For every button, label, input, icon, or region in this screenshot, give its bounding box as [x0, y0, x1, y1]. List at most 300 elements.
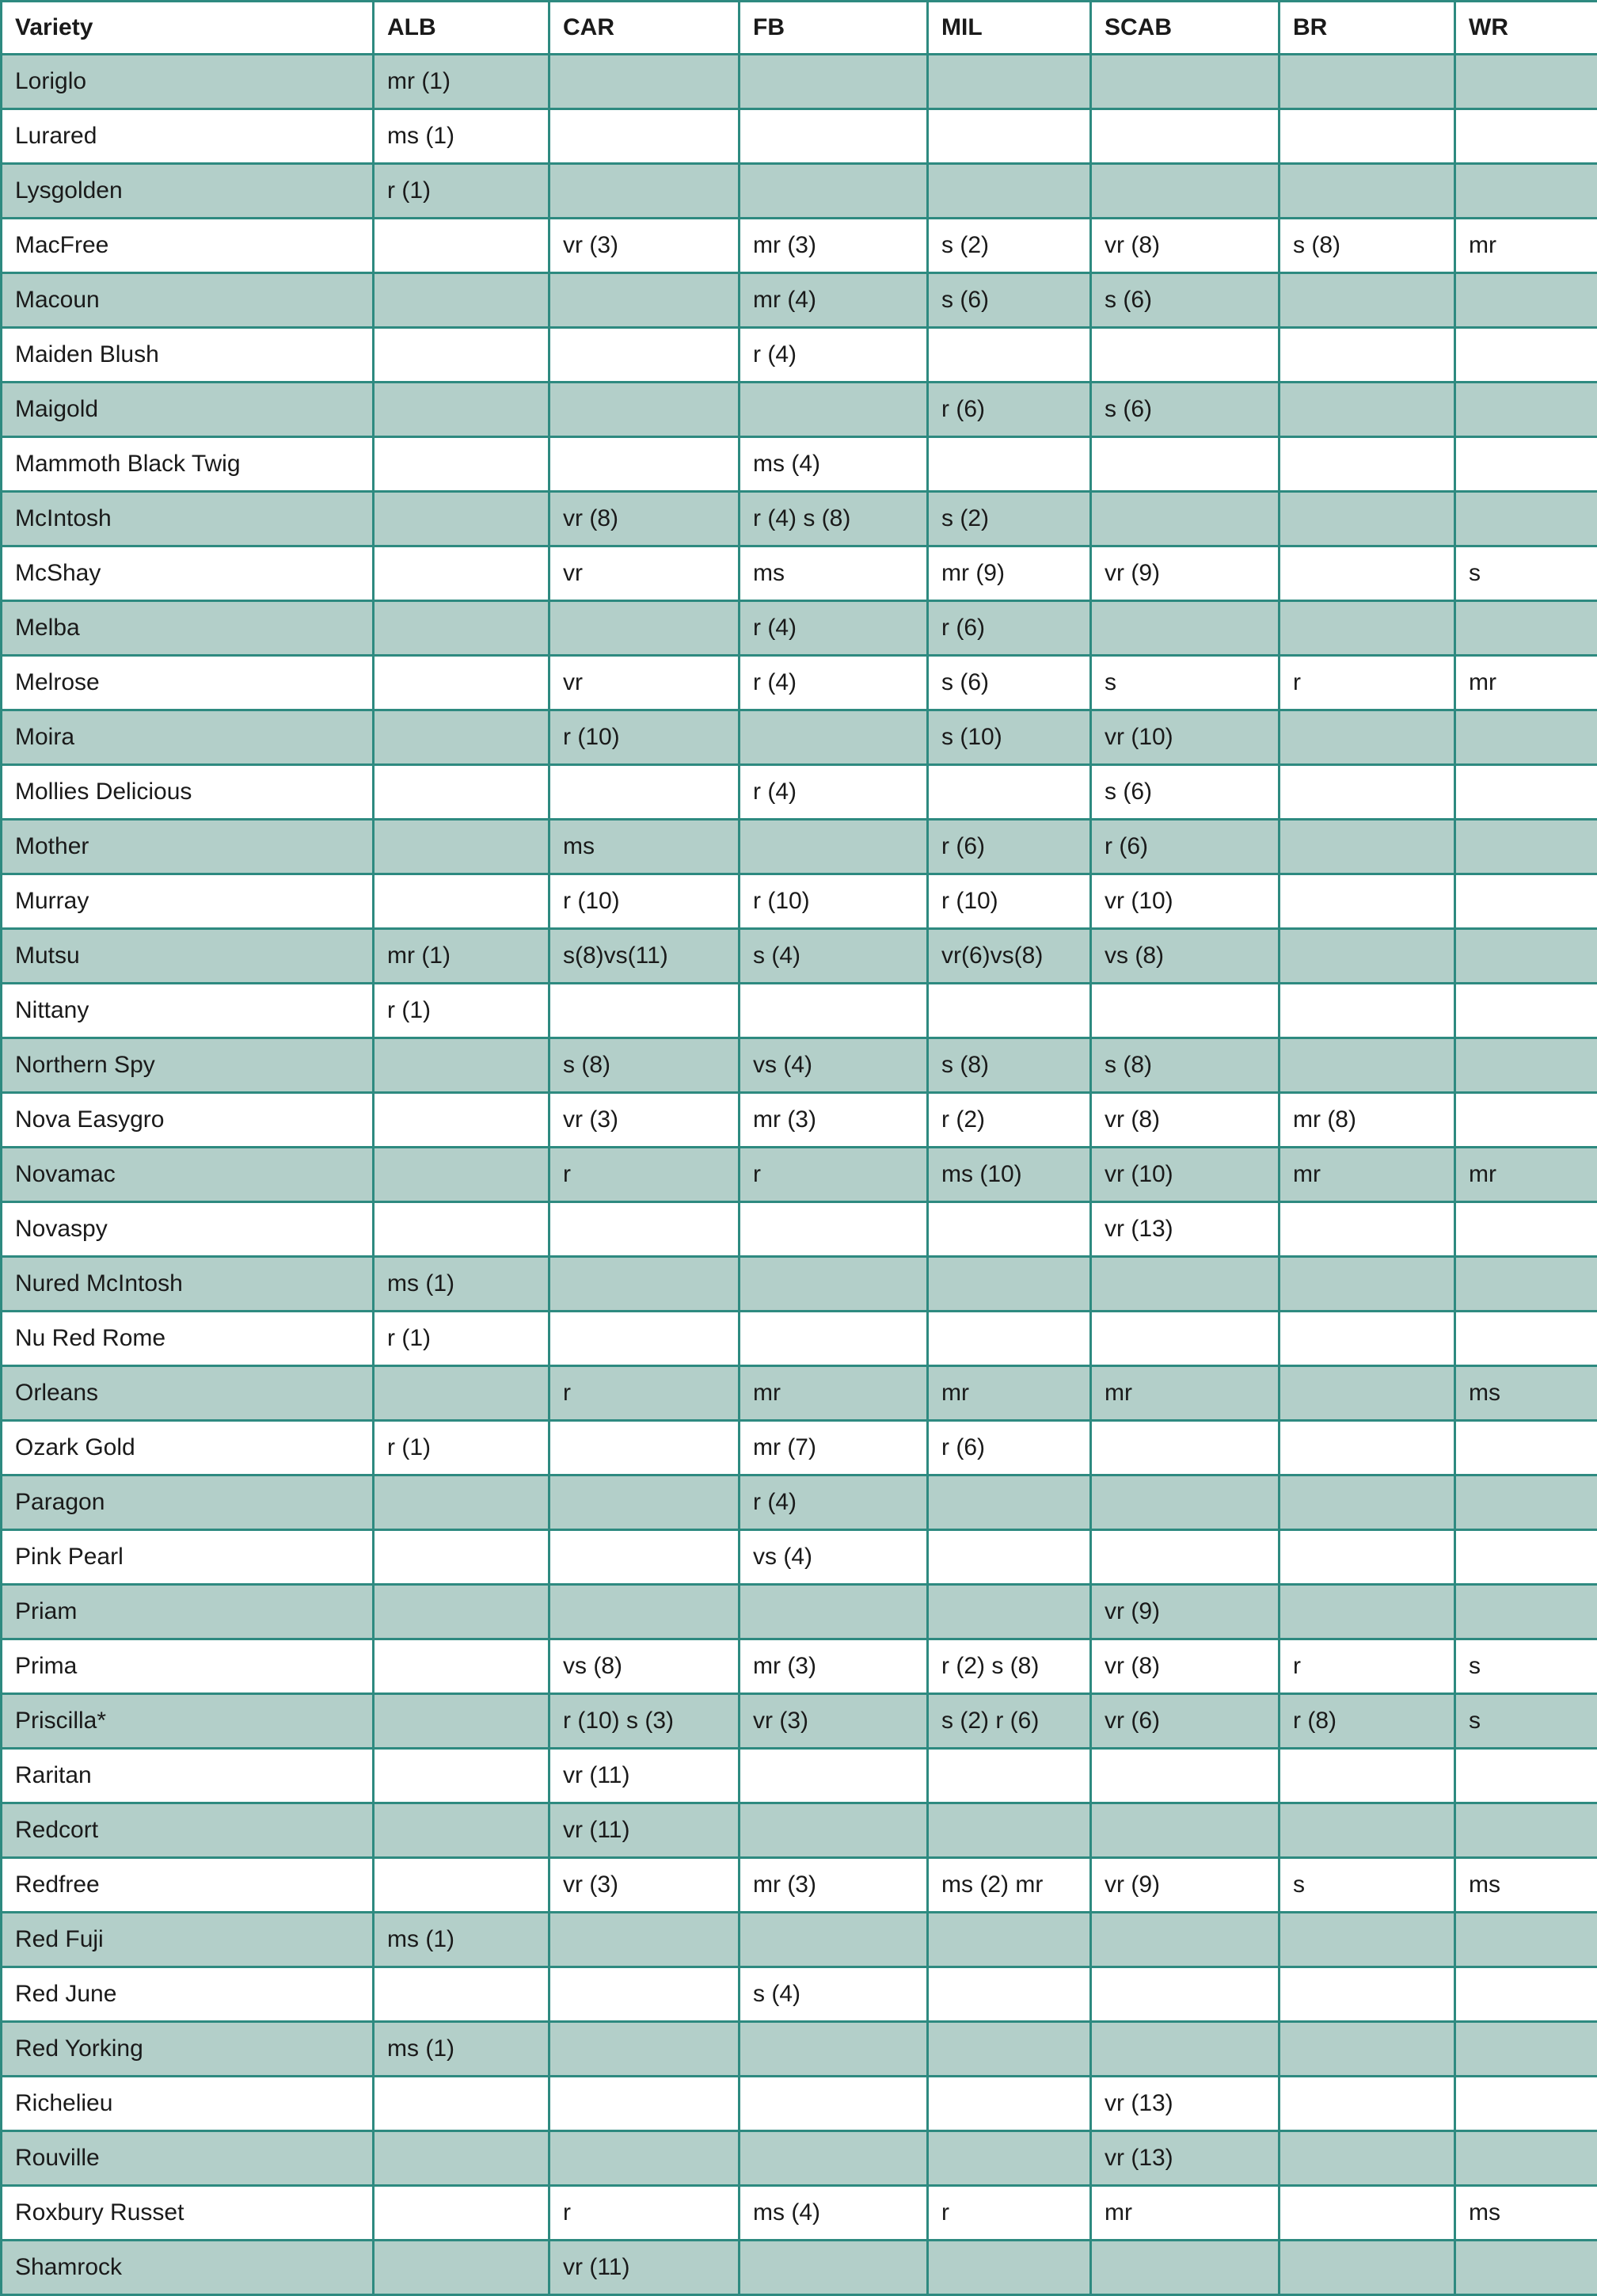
cell-alb — [374, 1585, 549, 1639]
cell-mil: s (2) — [928, 492, 1091, 546]
cell-scab: vr (8) — [1091, 1093, 1280, 1148]
table-row — [2, 1148, 1597, 1202]
cell-alb — [374, 383, 549, 437]
cell-car: r (10) — [549, 710, 740, 765]
cell-alb — [374, 601, 549, 656]
cell-br — [1280, 273, 1455, 328]
cell-mil: mr (9) — [928, 546, 1091, 601]
cell-alb — [374, 820, 549, 874]
cell-variety: Redcort — [2, 1803, 374, 1858]
cell-wr — [1455, 383, 1597, 437]
cell-mil: s (8) — [928, 1038, 1091, 1093]
table-row — [2, 984, 1597, 1038]
cell-scab — [1091, 55, 1280, 109]
cell-scab: s (6) — [1091, 765, 1280, 820]
cell-mil — [928, 328, 1091, 383]
cell-variety: Mammoth Black Twig — [2, 437, 374, 492]
cell-fb — [740, 2022, 928, 2077]
cell-scab — [1091, 328, 1280, 383]
cell-br: s (8) — [1280, 219, 1455, 273]
cell-alb — [374, 273, 549, 328]
cell-car — [549, 1967, 740, 2022]
cell-alb — [374, 546, 549, 601]
cell-variety: Paragon — [2, 1475, 374, 1530]
cell-br — [1280, 2241, 1455, 2295]
cell-alb — [374, 492, 549, 546]
cell-br — [1280, 929, 1455, 984]
cell-variety: Melba — [2, 601, 374, 656]
cell-variety: Moira — [2, 710, 374, 765]
cell-fb — [740, 984, 928, 1038]
cell-mil: r (6) — [928, 820, 1091, 874]
cell-variety: Richelieu — [2, 2077, 374, 2131]
cell-alb — [374, 874, 549, 929]
cell-mil — [928, 1913, 1091, 1967]
table-row — [2, 601, 1597, 656]
cell-scab — [1091, 2022, 1280, 2077]
cell-br — [1280, 2022, 1455, 2077]
cell-wr — [1455, 1585, 1597, 1639]
cell-mil: r (6) — [928, 1421, 1091, 1475]
cell-mil — [928, 1530, 1091, 1585]
cell-car: r — [549, 2186, 740, 2241]
cell-fb: vs (4) — [740, 1530, 928, 1585]
cell-mil — [928, 1967, 1091, 2022]
cell-scab: vr (10) — [1091, 710, 1280, 765]
cell-mil: mr — [928, 1366, 1091, 1421]
cell-br — [1280, 874, 1455, 929]
cell-br — [1280, 164, 1455, 219]
cell-fb: ms — [740, 546, 928, 601]
cell-car — [549, 328, 740, 383]
cell-fb: r (4) — [740, 328, 928, 383]
cell-mil — [928, 2241, 1091, 2295]
cell-mil: s (2) r (6) — [928, 1694, 1091, 1749]
table-row — [2, 383, 1597, 437]
table-row — [2, 219, 1597, 273]
cell-fb: mr (7) — [740, 1421, 928, 1475]
cell-scab — [1091, 1257, 1280, 1312]
cell-wr — [1455, 273, 1597, 328]
cell-wr: mr — [1455, 219, 1597, 273]
cell-mil — [928, 1312, 1091, 1366]
table-row — [2, 1312, 1597, 1366]
cell-car: vr — [549, 656, 740, 710]
cell-scab: s (6) — [1091, 383, 1280, 437]
cell-br — [1280, 820, 1455, 874]
cell-car: s (8) — [549, 1038, 740, 1093]
cell-variety: Roxbury Russet — [2, 2186, 374, 2241]
cell-br — [1280, 1475, 1455, 1530]
cell-fb: r (4) — [740, 656, 928, 710]
cell-car: r (10) — [549, 874, 740, 929]
cell-alb: r (1) — [374, 984, 549, 1038]
cell-car — [549, 765, 740, 820]
cell-alb — [374, 2186, 549, 2241]
cell-car: r — [549, 1366, 740, 1421]
cell-mil — [928, 1803, 1091, 1858]
cell-car — [549, 1913, 740, 1967]
cell-mil — [928, 2022, 1091, 2077]
cell-scab — [1091, 1749, 1280, 1803]
cell-variety: Rouville — [2, 2131, 374, 2186]
cell-alb — [374, 1366, 549, 1421]
cell-scab — [1091, 1475, 1280, 1530]
cell-car: r (10) s (3) — [549, 1694, 740, 1749]
cell-variety: Priscilla* — [2, 1694, 374, 1749]
cell-variety: Murray — [2, 874, 374, 929]
cell-fb — [740, 2077, 928, 2131]
cell-variety: Lurared — [2, 109, 374, 164]
cell-br — [1280, 601, 1455, 656]
cell-wr — [1455, 2022, 1597, 2077]
cell-fb — [740, 1749, 928, 1803]
table-header-row — [2, 2, 1597, 55]
cell-mil: s (6) — [928, 656, 1091, 710]
cell-variety: McIntosh — [2, 492, 374, 546]
cell-car — [549, 1312, 740, 1366]
cell-fb: ms (4) — [740, 437, 928, 492]
cell-br: mr (8) — [1280, 1093, 1455, 1148]
cell-scab: vr (9) — [1091, 546, 1280, 601]
cell-alb — [374, 1694, 549, 1749]
cell-wr: s — [1455, 1694, 1597, 1749]
cell-br: r (8) — [1280, 1694, 1455, 1749]
table-row — [2, 1366, 1597, 1421]
table-row — [2, 1639, 1597, 1694]
cell-car: r — [549, 1148, 740, 1202]
cell-fb: r (10) — [740, 874, 928, 929]
cell-scab — [1091, 1913, 1280, 1967]
cell-fb — [740, 2131, 928, 2186]
cell-fb — [740, 55, 928, 109]
cell-alb — [374, 1967, 549, 2022]
cell-wr — [1455, 1038, 1597, 1093]
cell-wr — [1455, 2131, 1597, 2186]
cell-mil: r (6) — [928, 601, 1091, 656]
cell-variety: Red Fuji — [2, 1913, 374, 1967]
cell-variety: Northern Spy — [2, 1038, 374, 1093]
cell-alb: r (1) — [374, 1421, 549, 1475]
cell-br: r — [1280, 656, 1455, 710]
table-row — [2, 710, 1597, 765]
cell-alb: r (1) — [374, 164, 549, 219]
table-row — [2, 765, 1597, 820]
table-row — [2, 1257, 1597, 1312]
cell-br — [1280, 1038, 1455, 1093]
table-row — [2, 328, 1597, 383]
cell-variety: Novaspy — [2, 1202, 374, 1257]
cell-fb: s (4) — [740, 1967, 928, 2022]
cell-scab — [1091, 437, 1280, 492]
cell-fb: mr (3) — [740, 219, 928, 273]
cell-scab: vr (8) — [1091, 1639, 1280, 1694]
cell-car — [549, 273, 740, 328]
cell-variety: Mutsu — [2, 929, 374, 984]
cell-scab: vr (13) — [1091, 2131, 1280, 2186]
cell-alb — [374, 328, 549, 383]
cell-alb — [374, 1202, 549, 1257]
cell-br — [1280, 984, 1455, 1038]
table-row — [2, 1421, 1597, 1475]
cell-variety: Macoun — [2, 273, 374, 328]
cell-car: vr (8) — [549, 492, 740, 546]
cell-alb — [374, 1639, 549, 1694]
table-row — [2, 1749, 1597, 1803]
cell-alb — [374, 1038, 549, 1093]
cell-car — [549, 383, 740, 437]
cell-scab: vr (9) — [1091, 1858, 1280, 1913]
cell-wr — [1455, 1202, 1597, 1257]
cell-mil — [928, 765, 1091, 820]
cell-wr — [1455, 1093, 1597, 1148]
table-row — [2, 109, 1597, 164]
table-row — [2, 492, 1597, 546]
cell-wr — [1455, 1475, 1597, 1530]
cell-fb — [740, 1913, 928, 1967]
cell-mil — [928, 437, 1091, 492]
cell-fb — [740, 1585, 928, 1639]
cell-br: s — [1280, 1858, 1455, 1913]
cell-br — [1280, 383, 1455, 437]
cell-car: vr (11) — [549, 2241, 740, 2295]
cell-alb: ms (1) — [374, 1257, 549, 1312]
cell-variety: Prima — [2, 1639, 374, 1694]
table-row — [2, 55, 1597, 109]
cell-wr — [1455, 328, 1597, 383]
cell-mil — [928, 984, 1091, 1038]
cell-mil: s (2) — [928, 219, 1091, 273]
cell-mil — [928, 1257, 1091, 1312]
cell-variety: Nova Easygro — [2, 1093, 374, 1148]
cell-alb — [374, 1803, 549, 1858]
table-row — [2, 1694, 1597, 1749]
cell-fb: r (4) — [740, 1475, 928, 1530]
table-row — [2, 2022, 1597, 2077]
cell-alb: r (1) — [374, 1312, 549, 1366]
cell-scab: vr (10) — [1091, 1148, 1280, 1202]
cell-wr — [1455, 710, 1597, 765]
table-row — [2, 1585, 1597, 1639]
cell-fb: mr — [740, 1366, 928, 1421]
cell-fb — [740, 710, 928, 765]
cell-car — [549, 55, 740, 109]
cell-scab: vr (10) — [1091, 874, 1280, 929]
cell-variety: Priam — [2, 1585, 374, 1639]
cell-wr: ms — [1455, 2186, 1597, 2241]
cell-alb — [374, 656, 549, 710]
cell-wr: ms — [1455, 1858, 1597, 1913]
cell-car — [549, 2077, 740, 2131]
cell-wr: ms — [1455, 1366, 1597, 1421]
column-header-mil: MIL — [928, 2, 1091, 55]
cell-scab — [1091, 1803, 1280, 1858]
table-row — [2, 1202, 1597, 1257]
column-header-fb: FB — [740, 2, 928, 55]
cell-fb: vr (3) — [740, 1694, 928, 1749]
cell-mil — [928, 1749, 1091, 1803]
cell-fb — [740, 164, 928, 219]
cell-scab: r (6) — [1091, 820, 1280, 874]
cell-mil: r — [928, 2186, 1091, 2241]
cell-variety: MacFree — [2, 219, 374, 273]
cell-br — [1280, 765, 1455, 820]
cell-alb — [374, 437, 549, 492]
cell-mil: r (2) — [928, 1093, 1091, 1148]
table-row — [2, 1913, 1597, 1967]
cell-variety: Maigold — [2, 383, 374, 437]
cell-car — [549, 1421, 740, 1475]
table-row — [2, 874, 1597, 929]
cell-br — [1280, 710, 1455, 765]
cell-br — [1280, 1967, 1455, 2022]
cell-mil — [928, 164, 1091, 219]
cell-scab — [1091, 601, 1280, 656]
cell-fb — [740, 383, 928, 437]
table-row — [2, 656, 1597, 710]
cell-fb: mr (3) — [740, 1093, 928, 1148]
cell-br — [1280, 1366, 1455, 1421]
cell-car — [549, 601, 740, 656]
cell-mil — [928, 109, 1091, 164]
cell-car: vr (11) — [549, 1803, 740, 1858]
cell-wr — [1455, 1749, 1597, 1803]
cell-alb — [374, 2131, 549, 2186]
cell-alb: ms (1) — [374, 1913, 549, 1967]
cell-car: s(8)vs(11) — [549, 929, 740, 984]
cell-wr — [1455, 492, 1597, 546]
cell-car — [549, 164, 740, 219]
cell-mil — [928, 1202, 1091, 1257]
cell-fb — [740, 109, 928, 164]
cell-fb — [740, 2241, 928, 2295]
cell-scab: vr (13) — [1091, 1202, 1280, 1257]
cell-car — [549, 984, 740, 1038]
cell-variety: Loriglo — [2, 55, 374, 109]
cell-car: vr (3) — [549, 219, 740, 273]
cell-variety: Red June — [2, 1967, 374, 2022]
cell-car — [549, 2131, 740, 2186]
cell-br — [1280, 1312, 1455, 1366]
cell-car: vr — [549, 546, 740, 601]
column-header-br: BR — [1280, 2, 1455, 55]
cell-fb — [740, 1257, 928, 1312]
cell-wr — [1455, 820, 1597, 874]
cell-mil: r (10) — [928, 874, 1091, 929]
cell-wr — [1455, 55, 1597, 109]
cell-variety: Red Yorking — [2, 2022, 374, 2077]
cell-alb — [374, 219, 549, 273]
cell-car — [549, 109, 740, 164]
cell-scab — [1091, 492, 1280, 546]
cell-variety: Mother — [2, 820, 374, 874]
cell-scab: s (8) — [1091, 1038, 1280, 1093]
cell-br — [1280, 328, 1455, 383]
table-row — [2, 2131, 1597, 2186]
cell-wr — [1455, 1530, 1597, 1585]
cell-br: mr — [1280, 1148, 1455, 1202]
cell-variety: Lysgolden — [2, 164, 374, 219]
table-row — [2, 2077, 1597, 2131]
table-row — [2, 1038, 1597, 1093]
cell-wr — [1455, 1803, 1597, 1858]
cell-mil — [928, 1475, 1091, 1530]
cell-br — [1280, 1421, 1455, 1475]
cell-variety: Shamrock — [2, 2241, 374, 2295]
table-row — [2, 1803, 1597, 1858]
cell-wr — [1455, 1257, 1597, 1312]
cell-alb — [374, 1530, 549, 1585]
cell-br — [1280, 1257, 1455, 1312]
cell-br — [1280, 1530, 1455, 1585]
table-row — [2, 1858, 1597, 1913]
cell-fb: vs (4) — [740, 1038, 928, 1093]
cell-variety: Ozark Gold — [2, 1421, 374, 1475]
cell-variety: Maiden Blush — [2, 328, 374, 383]
cell-car — [549, 2022, 740, 2077]
cell-scab: vr (6) — [1091, 1694, 1280, 1749]
cell-mil: s (10) — [928, 710, 1091, 765]
cell-br — [1280, 1803, 1455, 1858]
cell-alb — [374, 1749, 549, 1803]
cell-scab: mr — [1091, 2186, 1280, 2241]
cell-mil: vr(6)vs(8) — [928, 929, 1091, 984]
cell-fb — [740, 820, 928, 874]
cell-variety: Novamac — [2, 1148, 374, 1202]
table-row — [2, 437, 1597, 492]
cell-scab — [1091, 109, 1280, 164]
cell-car — [549, 1202, 740, 1257]
cell-br — [1280, 2131, 1455, 2186]
cell-variety: Nured McIntosh — [2, 1257, 374, 1312]
cell-scab: vr (9) — [1091, 1585, 1280, 1639]
cell-mil: ms (10) — [928, 1148, 1091, 1202]
cell-fb: mr (3) — [740, 1639, 928, 1694]
cell-scab: vs (8) — [1091, 929, 1280, 984]
table-row — [2, 1475, 1597, 1530]
cell-fb — [740, 1202, 928, 1257]
cell-variety: Nu Red Rome — [2, 1312, 374, 1366]
cell-wr — [1455, 601, 1597, 656]
cell-fb: s (4) — [740, 929, 928, 984]
cell-scab: mr — [1091, 1366, 1280, 1421]
column-header-car: CAR — [549, 2, 740, 55]
cell-wr: mr — [1455, 1148, 1597, 1202]
cell-wr — [1455, 1967, 1597, 2022]
cell-variety: Mollies Delicious — [2, 765, 374, 820]
cell-scab — [1091, 2241, 1280, 2295]
cell-car: vr (11) — [549, 1749, 740, 1803]
table-row — [2, 1530, 1597, 1585]
cell-alb — [374, 2241, 549, 2295]
cell-wr — [1455, 1421, 1597, 1475]
cell-variety: Melrose — [2, 656, 374, 710]
cell-br — [1280, 546, 1455, 601]
cell-alb — [374, 710, 549, 765]
table-body — [2, 55, 1597, 2295]
cell-alb: ms (1) — [374, 109, 549, 164]
cell-variety: Nittany — [2, 984, 374, 1038]
cell-wr — [1455, 984, 1597, 1038]
cell-variety: Orleans — [2, 1366, 374, 1421]
column-header-variety: Variety — [2, 2, 374, 55]
cell-wr — [1455, 437, 1597, 492]
cell-variety: McShay — [2, 546, 374, 601]
cell-fb: mr (4) — [740, 273, 928, 328]
cell-fb: r — [740, 1148, 928, 1202]
cell-alb — [374, 1858, 549, 1913]
cell-mil — [928, 2077, 1091, 2131]
